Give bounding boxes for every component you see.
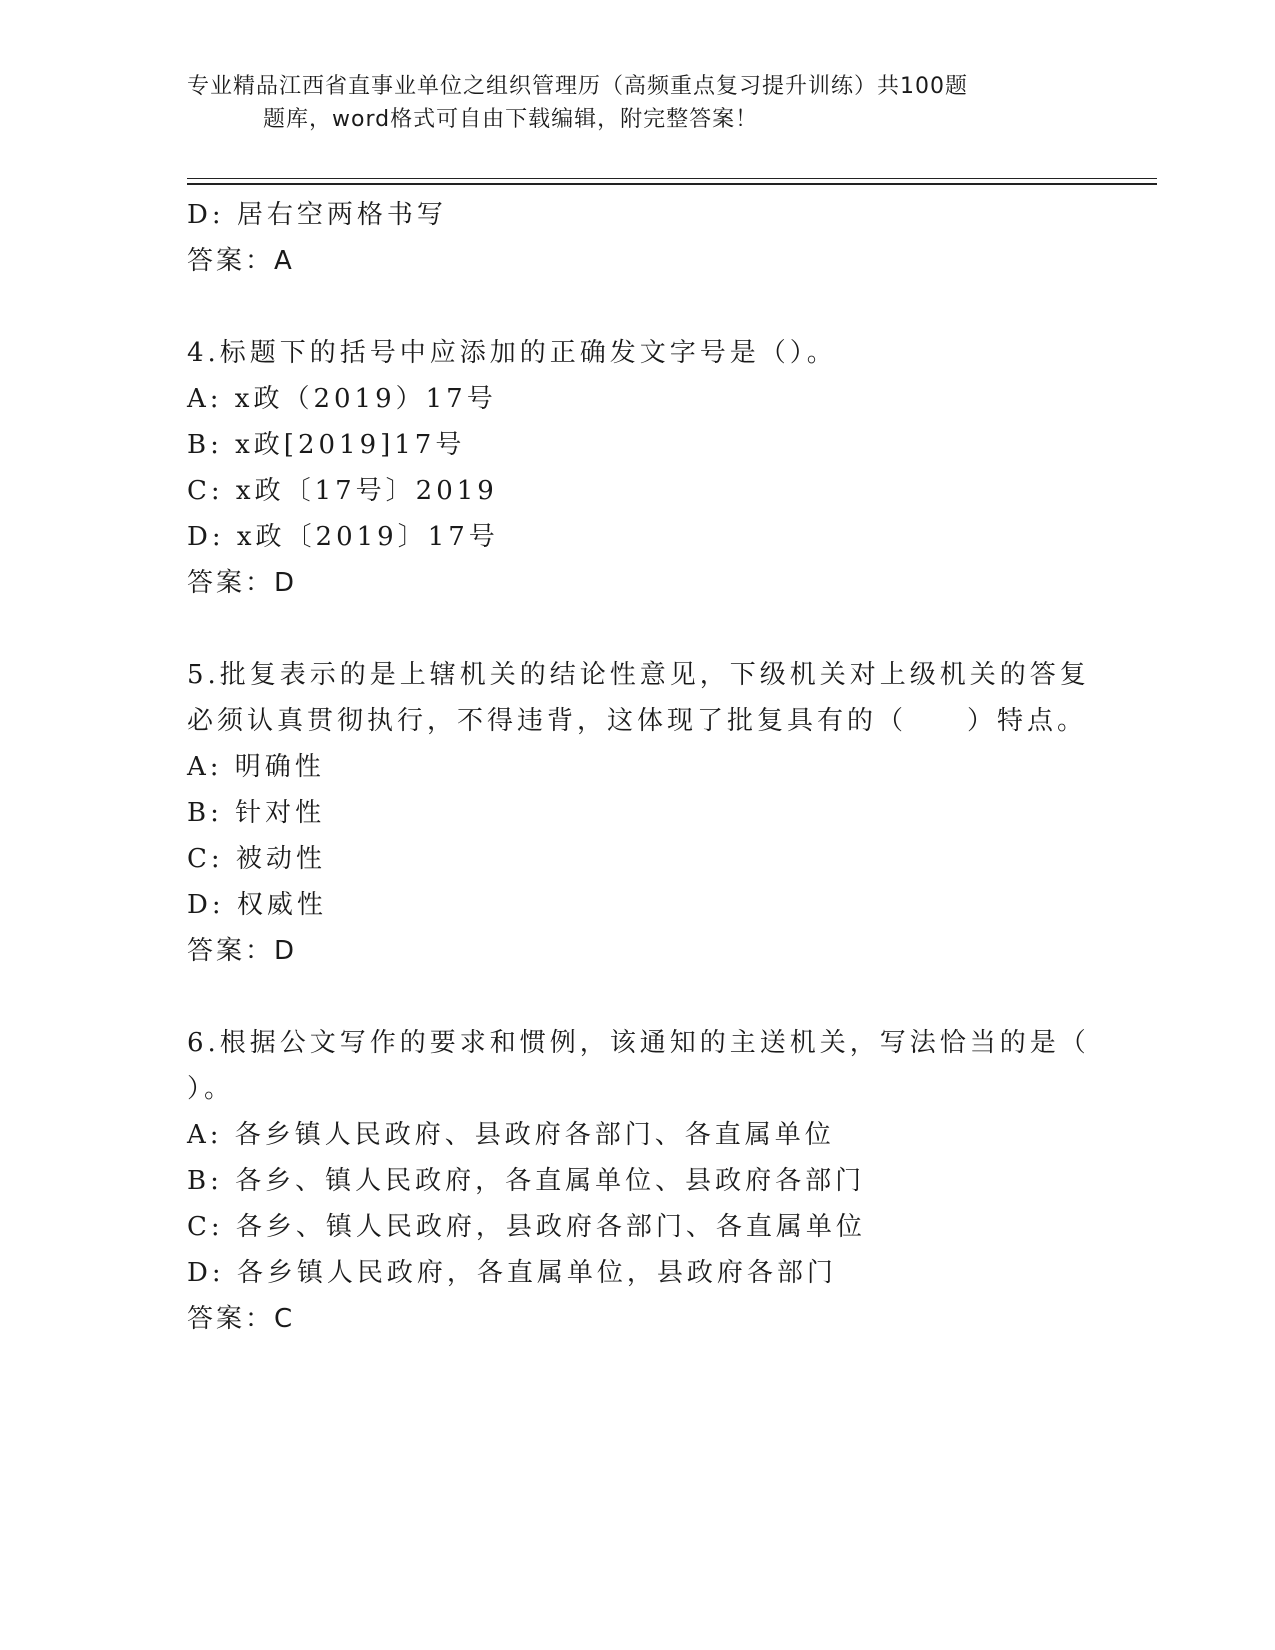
option-c: C: x政〔17号〕2019 (187, 476, 498, 506)
question-3 (187, 192, 1077, 284)
question-6 (187, 1020, 1090, 1342)
option-a: A: x政（2019）17号 (187, 384, 497, 414)
spacer (187, 974, 1077, 1020)
question-stem-line-2: ）。 (187, 1074, 235, 1104)
option-d: D: x政〔2019〕17号 (187, 522, 499, 552)
header-divider-thin (187, 178, 1157, 179)
header-title-line-1: 专业精品江西省直事业单位之组织管理历（高频重点复习提升训练）共100题 (187, 74, 968, 99)
spacer (187, 284, 1077, 330)
answer-line: 答案：D (187, 568, 298, 598)
header-divider-thick (187, 183, 1157, 185)
question-5 (187, 652, 1090, 974)
answer-line: 答案：A (187, 246, 295, 276)
option-b: B: x政[2019]17号 (187, 430, 466, 460)
answer-line: 答案：D (187, 936, 298, 966)
option-d: D: 居右空两格书写 (187, 200, 447, 230)
question-stem-line-2: 必须认真贯彻执行，不得违背，这体现了批复具有的（ ）特点。 (187, 706, 1088, 736)
question-4 (187, 330, 1077, 606)
option-a: A: 明确性 (187, 752, 325, 782)
option-b: B: 针对性 (187, 798, 326, 828)
question-list (187, 192, 1090, 1342)
question-stem-line-1: 6.根据公文写作的要求和惯例，该通知的主送机关，写法恰当的是（ (187, 1028, 1090, 1058)
option-c: C: 各乡、镇人民政府，县政府各部门、各直属单位 (187, 1212, 866, 1242)
option-a: A: 各乡镇人民政府、县政府各部门、各直属单位 (187, 1120, 835, 1150)
header-title-line-2: 题库，word格式可自由下载编辑，附完整答案！ (263, 107, 759, 132)
option-c: C: 被动性 (187, 844, 326, 874)
option-d: D: 各乡镇人民政府，各直属单位，县政府各部门 (187, 1258, 837, 1288)
option-b: B: 各乡、镇人民政府，各直属单位、县政府各部门 (187, 1166, 866, 1196)
spacer (187, 606, 1077, 652)
document-header (187, 70, 1047, 136)
option-d: D: 权威性 (187, 890, 327, 920)
answer-line: 答案：C (187, 1304, 296, 1334)
question-stem: 4.标题下的括号中应添加的正确发文字号是（）。 (187, 338, 837, 368)
question-stem-line-1: 5.批复表示的是上辖机关的结论性意见，下级机关对上级机关的答复 (187, 660, 1090, 690)
